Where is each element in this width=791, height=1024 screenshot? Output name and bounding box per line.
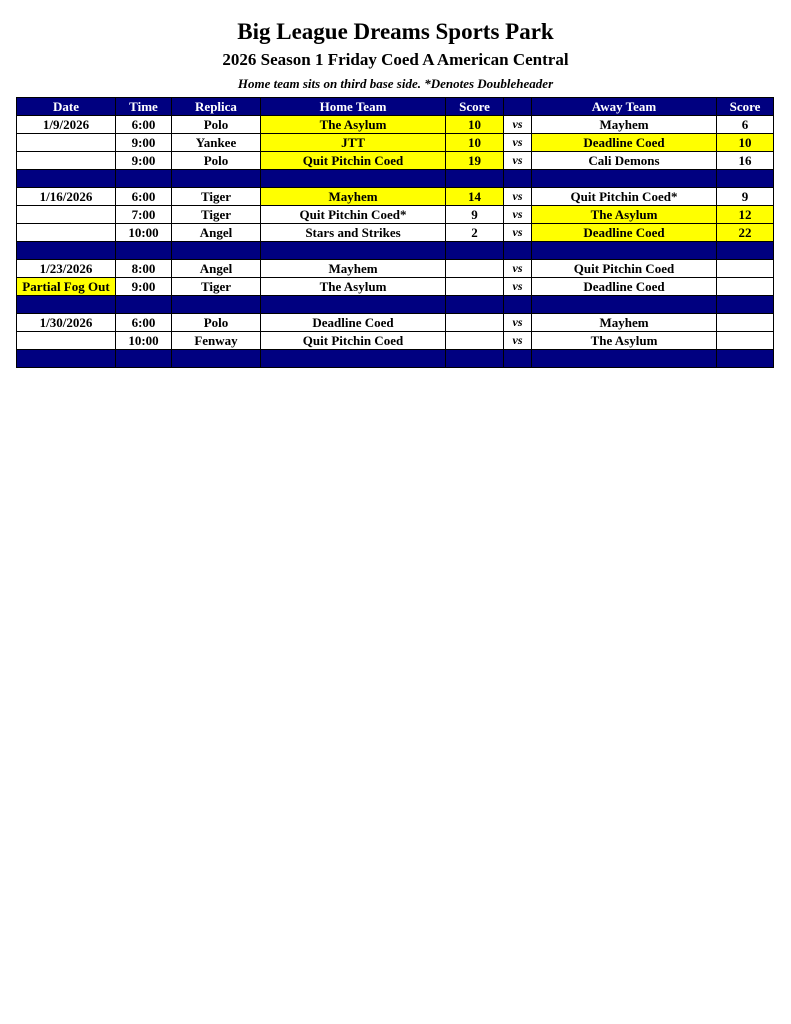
home-score xyxy=(446,278,504,296)
separator-cell xyxy=(446,170,504,188)
home-team: Quit Pitchin Coed xyxy=(261,152,446,170)
table-row xyxy=(17,152,774,170)
away-score xyxy=(717,332,774,350)
table-row xyxy=(17,116,774,134)
game-time: 9:00 xyxy=(116,152,172,170)
game-replica: Fenway xyxy=(172,332,261,350)
vs-label: vs xyxy=(504,260,532,278)
home-team: Quit Pitchin Coed* xyxy=(261,206,446,224)
separator-cell xyxy=(17,350,116,368)
home-score: 9 xyxy=(446,206,504,224)
separator-cell xyxy=(717,242,774,260)
away-team: Deadline Coed xyxy=(532,278,717,296)
game-time: 10:00 xyxy=(116,224,172,242)
away-team: Quit Pitchin Coed* xyxy=(532,188,717,206)
away-score: 6 xyxy=(717,116,774,134)
separator-cell xyxy=(116,296,172,314)
separator-cell xyxy=(17,242,116,260)
game-time: 7:00 xyxy=(116,206,172,224)
away-score: 9 xyxy=(717,188,774,206)
home-score: 19 xyxy=(446,152,504,170)
vs-label: vs xyxy=(504,152,532,170)
separator-cell xyxy=(717,296,774,314)
separator-cell xyxy=(116,350,172,368)
away-team: Mayhem xyxy=(532,116,717,134)
col-header-replica: Replica xyxy=(172,98,261,116)
away-team: Deadline Coed xyxy=(532,224,717,242)
table-row xyxy=(17,260,774,278)
game-time: 6:00 xyxy=(116,314,172,332)
game-time: 8:00 xyxy=(116,260,172,278)
table-row xyxy=(17,224,774,242)
home-team: Mayhem xyxy=(261,260,446,278)
game-time: 9:00 xyxy=(116,278,172,296)
table-row xyxy=(17,206,774,224)
separator-cell xyxy=(504,242,532,260)
game-replica: Yankee xyxy=(172,134,261,152)
away-score: 16 xyxy=(717,152,774,170)
away-score: 22 xyxy=(717,224,774,242)
away-team: Quit Pitchin Coed xyxy=(532,260,717,278)
separator-cell xyxy=(446,296,504,314)
separator-cell xyxy=(532,296,717,314)
vs-label: vs xyxy=(504,134,532,152)
separator-cell xyxy=(532,170,717,188)
game-date xyxy=(17,206,116,224)
col-header-home-score: Score xyxy=(446,98,504,116)
home-score xyxy=(446,260,504,278)
separator-cell xyxy=(17,170,116,188)
game-replica: Angel xyxy=(172,260,261,278)
table-row xyxy=(17,314,774,332)
separator-cell xyxy=(717,350,774,368)
game-time: 9:00 xyxy=(116,134,172,152)
away-score xyxy=(717,314,774,332)
week-separator-row xyxy=(17,242,774,260)
game-date xyxy=(17,332,116,350)
game-date xyxy=(17,134,116,152)
home-team: Stars and Strikes xyxy=(261,224,446,242)
home-score: 2 xyxy=(446,224,504,242)
separator-cell xyxy=(504,170,532,188)
col-header-away-team: Away Team xyxy=(532,98,717,116)
separator-cell xyxy=(172,170,261,188)
separator-cell xyxy=(116,242,172,260)
col-header-time: Time xyxy=(116,98,172,116)
home-score xyxy=(446,314,504,332)
game-time: 6:00 xyxy=(116,188,172,206)
home-team: The Asylum xyxy=(261,278,446,296)
game-date: 1/16/2026 xyxy=(17,188,116,206)
separator-cell xyxy=(261,170,446,188)
table-row xyxy=(17,134,774,152)
separator-cell xyxy=(172,242,261,260)
vs-label: vs xyxy=(504,314,532,332)
game-time: 10:00 xyxy=(116,332,172,350)
table-row xyxy=(17,278,774,296)
game-date xyxy=(17,152,116,170)
game-date xyxy=(17,224,116,242)
separator-cell xyxy=(261,296,446,314)
week-separator-row xyxy=(17,350,774,368)
game-replica: Tiger xyxy=(172,206,261,224)
away-team: Cali Demons xyxy=(532,152,717,170)
away-score xyxy=(717,260,774,278)
week-separator-row xyxy=(17,170,774,188)
page-subtitle: 2026 Season 1 Friday Coed A American Central xyxy=(222,50,569,69)
away-team: The Asylum xyxy=(532,332,717,350)
separator-cell xyxy=(504,296,532,314)
game-date: Partial Fog Out xyxy=(17,278,116,296)
col-header-home-team: Home Team xyxy=(261,98,446,116)
game-date: 1/30/2026 xyxy=(17,314,116,332)
separator-cell xyxy=(261,350,446,368)
table-row xyxy=(17,188,774,206)
game-date: 1/23/2026 xyxy=(17,260,116,278)
away-score: 10 xyxy=(717,134,774,152)
away-team: The Asylum xyxy=(532,206,717,224)
separator-cell xyxy=(532,242,717,260)
away-score xyxy=(717,278,774,296)
separator-cell xyxy=(17,296,116,314)
separator-cell xyxy=(172,350,261,368)
separator-cell xyxy=(717,170,774,188)
col-header-date: Date xyxy=(17,98,116,116)
game-date: 1/9/2026 xyxy=(17,116,116,134)
separator-cell xyxy=(172,296,261,314)
schedule-table xyxy=(16,97,774,368)
home-score: 14 xyxy=(446,188,504,206)
schedule-note: Home team sits on third base side. *Denotes Doubleheader xyxy=(237,76,554,91)
separator-cell xyxy=(116,170,172,188)
separator-cell xyxy=(446,242,504,260)
game-replica: Polo xyxy=(172,152,261,170)
table-header-row xyxy=(17,98,774,116)
game-replica: Tiger xyxy=(172,188,261,206)
vs-label: vs xyxy=(504,188,532,206)
home-score xyxy=(446,332,504,350)
page-title: Big League Dreams Sports Park xyxy=(237,19,554,44)
away-team: Deadline Coed xyxy=(532,134,717,152)
separator-cell xyxy=(261,242,446,260)
away-score: 12 xyxy=(717,206,774,224)
home-team: The Asylum xyxy=(261,116,446,134)
separator-cell xyxy=(504,350,532,368)
game-replica: Polo xyxy=(172,314,261,332)
vs-label: vs xyxy=(504,278,532,296)
home-team: Quit Pitchin Coed xyxy=(261,332,446,350)
vs-label: vs xyxy=(504,116,532,134)
home-team: Mayhem xyxy=(261,188,446,206)
game-replica: Angel xyxy=(172,224,261,242)
table-row xyxy=(17,332,774,350)
col-header-away-score: Score xyxy=(717,98,774,116)
home-score: 10 xyxy=(446,116,504,134)
col-header-vs xyxy=(504,98,532,116)
separator-cell xyxy=(532,350,717,368)
separator-cell xyxy=(446,350,504,368)
vs-label: vs xyxy=(504,224,532,242)
game-time: 6:00 xyxy=(116,116,172,134)
home-team: Deadline Coed xyxy=(261,314,446,332)
away-team: Mayhem xyxy=(532,314,717,332)
vs-label: vs xyxy=(504,332,532,350)
home-score: 10 xyxy=(446,134,504,152)
week-separator-row xyxy=(17,296,774,314)
schedule-body xyxy=(17,116,774,368)
home-team: JTT xyxy=(261,134,446,152)
vs-label: vs xyxy=(504,206,532,224)
game-replica: Polo xyxy=(172,116,261,134)
game-replica: Tiger xyxy=(172,278,261,296)
